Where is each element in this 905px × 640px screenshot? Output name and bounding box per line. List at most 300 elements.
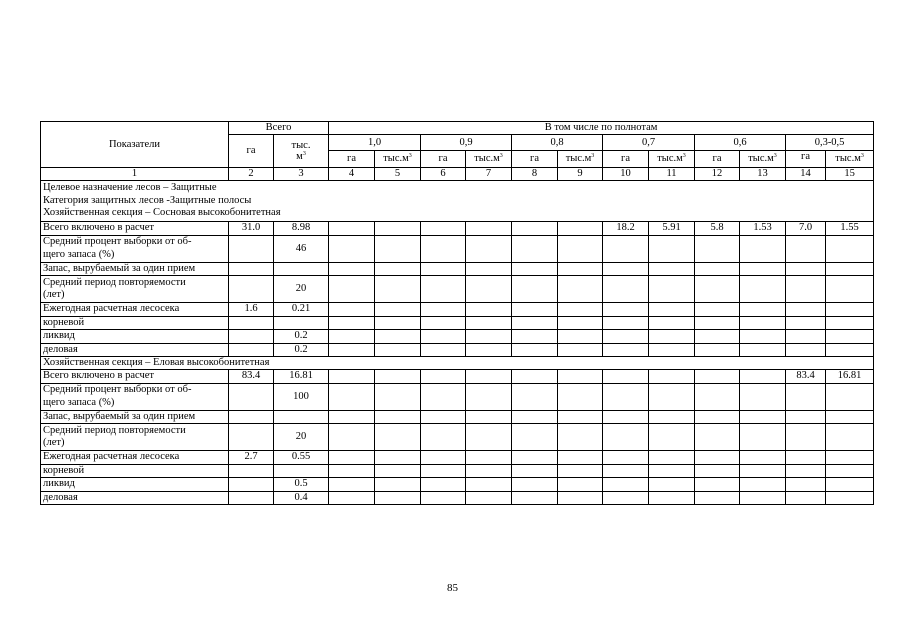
col-number: 5 [375,168,421,181]
table-cell [421,451,466,465]
row-label: Ежегодная расчетная лесосека [41,451,229,465]
unit-vol: $тыс.м^3$ [558,151,603,168]
table-row [41,410,874,424]
section-2-body [41,370,874,505]
table-cell [740,478,786,492]
table-cell [329,316,375,330]
table-cell [375,383,421,410]
col-number: 7 [466,168,512,181]
table-cell [695,491,740,505]
table-cell [375,262,421,276]
table-cell [466,370,512,384]
table-cell [786,478,826,492]
table-cell [466,276,512,303]
table-cell: 18.2 [603,222,649,236]
unit-vol: $тыс.м^3$ [826,151,874,168]
table-cell [329,370,375,384]
table-cell [740,235,786,262]
table-cell [421,343,466,357]
table-cell [512,370,558,384]
table-cell [329,303,375,317]
table-cell [329,410,375,424]
table-cell [421,262,466,276]
table-cell [826,330,874,344]
row-label: ликвид [41,330,229,344]
col-number: 12 [695,168,740,181]
table-cell [826,478,874,492]
row-label: Средний период повторяемости (лет) [41,424,229,451]
table-cell [603,478,649,492]
table-row [41,424,874,451]
table-cell [558,491,603,505]
table-cell: 1.53 [740,222,786,236]
table-row [41,451,874,465]
table-row [41,316,874,330]
table-row [41,343,874,357]
col-number: 3 [274,168,329,181]
table-row [41,222,874,236]
table-cell [375,235,421,262]
section-2-title: Хозяйственная секция – Еловая высокобонитетная [41,357,874,370]
table-cell [512,491,558,505]
table-cell [786,330,826,344]
section-1-body [41,222,874,357]
table-cell [603,303,649,317]
table-cell [649,383,695,410]
table-cell [229,491,274,505]
table-cell [329,262,375,276]
table-cell [421,424,466,451]
table-cell [695,276,740,303]
table-cell [229,478,274,492]
table-cell [512,343,558,357]
table-cell [826,464,874,478]
table-cell [603,276,649,303]
unit-ha: га [695,151,740,168]
table-cell [466,383,512,410]
table-cell [466,451,512,465]
table-cell [649,343,695,357]
section-2-title-row [41,357,874,370]
header-density-group: В том числе по полнотам [329,122,874,135]
table-cell [786,303,826,317]
table-cell [695,316,740,330]
table-cell [649,491,695,505]
table-cell [421,491,466,505]
unit-vol: $тыс.м^3$ [740,151,786,168]
table-cell [375,491,421,505]
table-cell [512,464,558,478]
table-cell [740,343,786,357]
table-cell [229,316,274,330]
row-label: Ежегодная расчетная лесосека [41,303,229,317]
table-cell [649,276,695,303]
table-cell [375,478,421,492]
table-cell [695,464,740,478]
table-cell [466,424,512,451]
table-cell: 20 [274,276,329,303]
table-cell [740,424,786,451]
table-cell [466,262,512,276]
table-cell [375,316,421,330]
table-cell: 100 [274,383,329,410]
table-cell: 16.81 [274,370,329,384]
table-cell [603,383,649,410]
table-cell [695,478,740,492]
table-cell [603,370,649,384]
table-cell [421,222,466,236]
table-cell [740,316,786,330]
table-cell [512,222,558,236]
table-cell [512,424,558,451]
table-cell [740,383,786,410]
table-cell [695,370,740,384]
table-cell [466,410,512,424]
table-cell [466,464,512,478]
col-number: 15 [826,168,874,181]
table-cell [558,262,603,276]
table-cell [649,235,695,262]
table-cell [786,383,826,410]
unit-ha: га [512,151,558,168]
table-cell [649,303,695,317]
table-row [41,330,874,344]
table-cell [603,491,649,505]
table-cell: 5.8 [695,222,740,236]
table-cell [603,330,649,344]
table-cell [329,464,375,478]
table-cell [421,383,466,410]
table-cell [695,343,740,357]
table-cell [740,276,786,303]
intro-row [41,181,874,222]
table-cell: 1.55 [826,222,874,236]
table-cell [512,451,558,465]
col-number: 14 [786,168,826,181]
table-cell [421,478,466,492]
table-cell [558,370,603,384]
table-cell [826,424,874,451]
table-row [41,262,874,276]
table-cell [786,276,826,303]
table-cell: 7.0 [786,222,826,236]
table-cell [558,316,603,330]
table-cell [375,303,421,317]
col-number: 10 [603,168,649,181]
table-cell [466,303,512,317]
table-cell [826,276,874,303]
table-row [41,491,874,505]
table-cell [786,235,826,262]
header-total-vol: тыс. $м^3$ [274,135,329,168]
density-0-8: 0,8 [512,135,603,151]
density-0-3-0-5: 0,3-0,5 [786,135,874,151]
row-label: Всего включено в расчет [41,222,229,236]
table-cell [375,464,421,478]
table-cell [558,330,603,344]
table-cell [421,330,466,344]
table-cell [740,464,786,478]
table-cell [603,424,649,451]
table-cell [603,262,649,276]
row-label: деловая [41,343,229,357]
table-cell: 5.91 [649,222,695,236]
table-cell [375,410,421,424]
table-cell [375,222,421,236]
row-label: деловая [41,491,229,505]
table-cell: 16.81 [826,370,874,384]
table-cell [512,330,558,344]
table-cell [466,222,512,236]
table-cell [229,343,274,357]
table-cell: 0.2 [274,330,329,344]
table-cell: 2.7 [229,451,274,465]
table-cell [375,276,421,303]
unit-ha: га [786,151,826,168]
page-number: 85 [447,582,458,594]
table-cell [512,262,558,276]
table-cell [329,383,375,410]
table-cell [421,316,466,330]
table-cell: 0.2 [274,343,329,357]
table-cell [695,330,740,344]
header-total: Всего [229,122,329,135]
row-label: Средний процент выборки от об- щего запаса (%) [41,383,229,410]
table-cell [329,451,375,465]
table-cell [826,316,874,330]
table-cell: 0.5 [274,478,329,492]
table-cell [786,451,826,465]
density-1-0: 1,0 [329,135,421,151]
table-row [41,370,874,384]
table-cell [695,262,740,276]
table-cell [603,343,649,357]
table-cell: 8.98 [274,222,329,236]
table-cell [558,383,603,410]
table-cell [466,235,512,262]
table-cell [421,276,466,303]
table-cell [558,235,603,262]
table-cell [786,316,826,330]
density-0-7: 0,7 [603,135,695,151]
table-cell [375,424,421,451]
table-cell [786,262,826,276]
table-cell [558,464,603,478]
table-cell [695,383,740,410]
table-cell: 0.55 [274,451,329,465]
table-cell [826,235,874,262]
col-number: 13 [740,168,786,181]
row-label: корневой [41,316,229,330]
table-cell [558,222,603,236]
unit-vol: $тыс.м^3$ [466,151,512,168]
table-cell [558,276,603,303]
table-cell [421,464,466,478]
table-cell [421,410,466,424]
table-cell [421,370,466,384]
table-cell [786,410,826,424]
table-cell [695,451,740,465]
table-cell [695,235,740,262]
table-cell [649,478,695,492]
table-cell [466,330,512,344]
table-cell [229,262,274,276]
intro-purpose: Целевое назначение лесов – Защитные [43,182,217,194]
col-number: 1 [41,168,229,181]
table-cell [229,276,274,303]
table-cell [229,464,274,478]
table-cell [558,451,603,465]
header-total-ha: га [229,135,274,168]
table-cell [329,222,375,236]
table-cell [786,491,826,505]
table-cell [512,303,558,317]
table-cell [558,303,603,317]
col-number: 8 [512,168,558,181]
table-cell [375,370,421,384]
row-label: Запас, вырубаемый за один прием [41,262,229,276]
row-label: Средний процент выборки от об- щего запаса (%) [41,235,229,262]
table-cell [329,491,375,505]
row-label: корневой [41,464,229,478]
table-cell [512,383,558,410]
table-cell: 83.4 [229,370,274,384]
table-cell [649,316,695,330]
table-cell [786,464,826,478]
table-cell [229,424,274,451]
table-cell [740,262,786,276]
table-cell [558,410,603,424]
table-cell [649,262,695,276]
table-cell [329,276,375,303]
table-row [41,235,874,262]
table-cell [274,464,329,478]
unit-vol: $тыс.м^3$ [375,151,421,168]
table-row [41,464,874,478]
unit-ha: га [603,151,649,168]
table-cell [649,330,695,344]
table-cell [826,491,874,505]
table-cell [421,303,466,317]
table-cell [826,383,874,410]
table-cell: 1.6 [229,303,274,317]
table-cell [558,478,603,492]
col-number: 9 [558,168,603,181]
table-cell [826,303,874,317]
row-label: Запас, вырубаемый за один прием [41,410,229,424]
table-cell [375,451,421,465]
table-cell [740,370,786,384]
intro-section-1: Хозяйственная секция – Сосновая высокобонитетная [43,207,281,219]
table-cell [274,316,329,330]
table-cell [649,424,695,451]
table-cell [329,478,375,492]
intro-block [41,181,874,222]
table-cell [329,343,375,357]
table-cell [786,343,826,357]
table-cell [649,451,695,465]
table-cell [695,410,740,424]
row-label: Всего включено в расчет [41,370,229,384]
col-number: 4 [329,168,375,181]
row-label: Средний период повторяемости (лет) [41,276,229,303]
table-cell [740,491,786,505]
table-cell [274,262,329,276]
table-cell [649,370,695,384]
table-cell [375,330,421,344]
table-cell: 46 [274,235,329,262]
table-cell [740,303,786,317]
table-cell [512,410,558,424]
table-cell [329,424,375,451]
table-cell [466,316,512,330]
table-cell [603,316,649,330]
table-cell [329,330,375,344]
table-cell [558,343,603,357]
unit-ha: га [329,151,375,168]
header-row-1 [41,122,874,135]
table-cell [826,262,874,276]
table-cell [229,410,274,424]
table-cell [603,235,649,262]
table-cell: 0.21 [274,303,329,317]
table-cell [603,410,649,424]
table-cell [512,235,558,262]
table-cell [512,478,558,492]
table-cell [466,478,512,492]
col-number: 11 [649,168,695,181]
table-cell [740,330,786,344]
table-cell [826,410,874,424]
table-row [41,478,874,492]
table-cell [274,410,329,424]
table-cell [466,491,512,505]
table-cell [740,410,786,424]
table-row [41,276,874,303]
table-cell: 20 [274,424,329,451]
table-cell [826,451,874,465]
table-cell [329,235,375,262]
table-cell [649,410,695,424]
table-cell [229,235,274,262]
table-cell [786,424,826,451]
table-cell [421,235,466,262]
table-cell [603,464,649,478]
table-cell [649,464,695,478]
table-cell [603,451,649,465]
table-cell [466,343,512,357]
table-cell [375,343,421,357]
column-numbers-row [41,168,874,181]
table-cell [512,316,558,330]
table-cell [229,383,274,410]
table-cell [229,330,274,344]
table-cell: 83.4 [786,370,826,384]
table-cell: 31.0 [229,222,274,236]
density-0-9: 0,9 [421,135,512,151]
row-label: ликвид [41,478,229,492]
density-0-6: 0,6 [695,135,786,151]
header-indicator: Показатели [41,122,229,168]
table-cell [558,424,603,451]
table-row [41,383,874,410]
table-cell [826,343,874,357]
table-cell [695,303,740,317]
calculation-table [40,121,874,505]
table-cell [512,276,558,303]
unit-vol: $тыс.м^3$ [649,151,695,168]
table-cell [740,451,786,465]
